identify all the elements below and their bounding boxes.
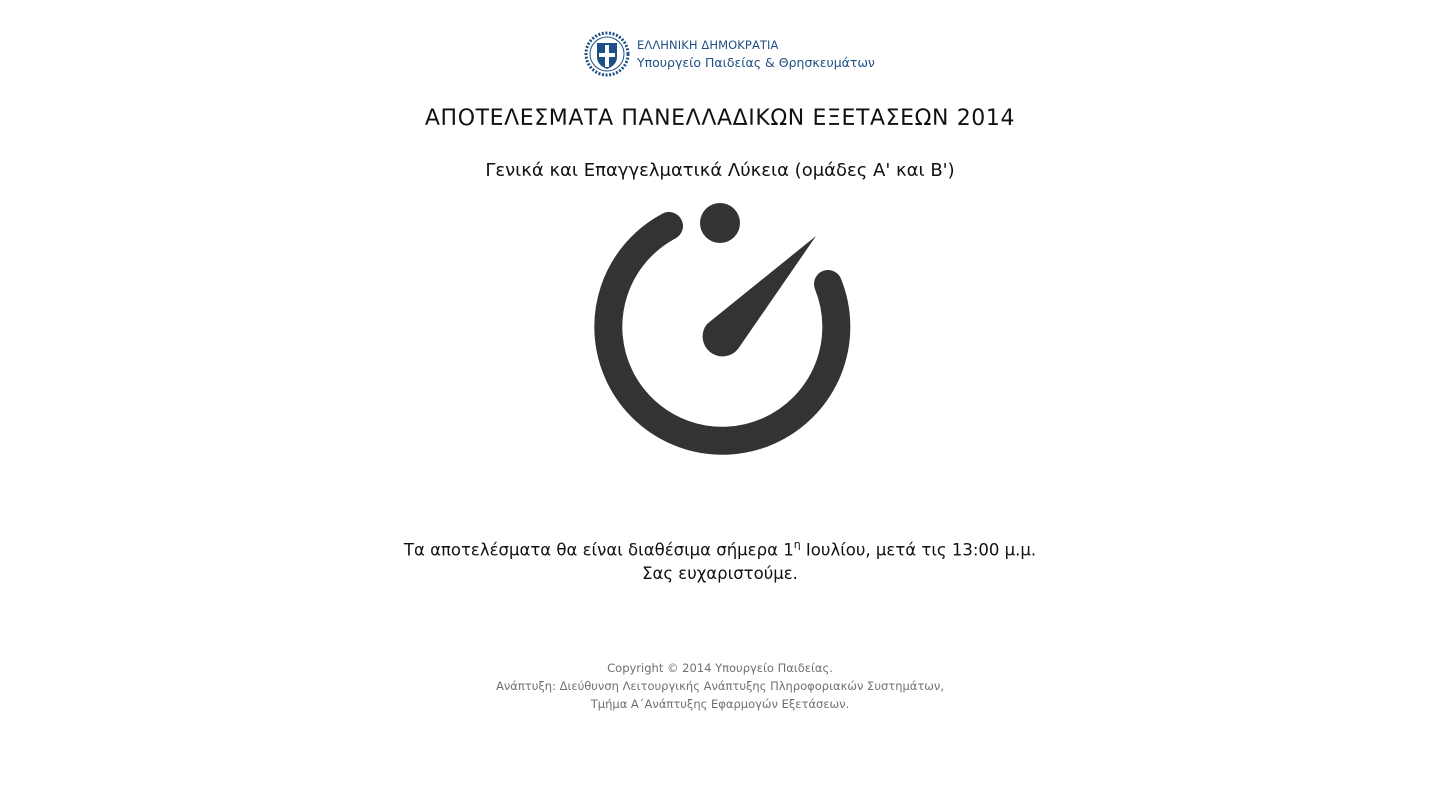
page-subtitle: Γενικά και Επαγγελματικά Λύκεια (ομάδες Α' και Β')	[485, 160, 955, 181]
message-superscript: η	[793, 538, 801, 551]
ministry-logo[interactable]	[584, 30, 875, 78]
message-part2: Ιουλίου, μετά τις 13:00 μ.μ.	[800, 540, 1037, 560]
footer-development: Ανάπτυξη: Διεύθυνση Λειτουργικής Ανάπτυξης Πληροφοριακών Συστημάτων,	[495, 679, 945, 693]
thank-you-line: Σας ευχαριστούμε.	[642, 563, 798, 583]
availability-line	[0, 534, 1440, 562]
footer	[0, 659, 1440, 713]
logo-line-republic: ΕΛΛΗΝΙΚΗ ΔΗΜΟΚΡΑΤΙΑ	[637, 38, 779, 52]
message-part1: Τα αποτελέσματα θα είναι διαθέσιμα σήμερα 1	[403, 540, 794, 560]
page-title: ΑΠΟΤΕΛΕΣΜΑΤΑ ΠΑΝΕΛΛΑΔΙΚΩΝ ΕΞΕΤΑΣΕΩΝ 2014	[424, 106, 1016, 131]
availability-message	[0, 534, 1440, 585]
footer-copyright: Copyright © 2014 Υπουργείο Παιδείας.	[607, 661, 833, 675]
coat-of-arms-icon	[584, 31, 630, 77]
stopwatch-icon	[584, 196, 856, 468]
logo-line-ministry: Υπουργείο Παιδείας & Θρησκευμάτων	[637, 55, 875, 70]
footer-department: Τμήμα Α΄Ανάπτυξης Εφαρμογών Εξετάσεων.	[590, 697, 850, 711]
